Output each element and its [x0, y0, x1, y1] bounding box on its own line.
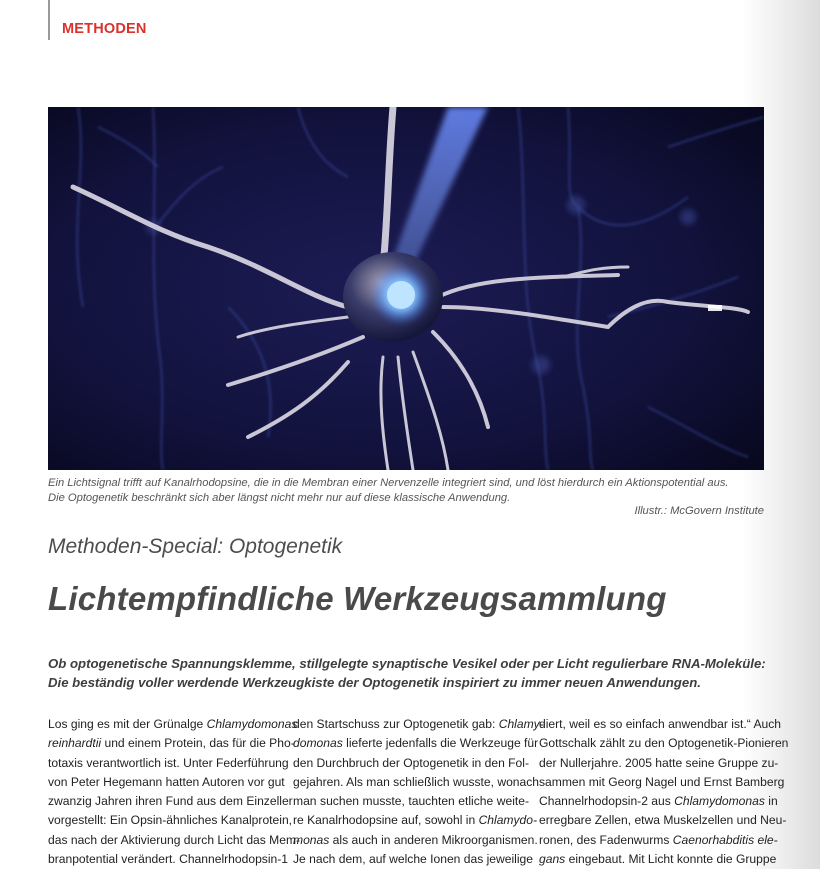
- text-run: den Durchbruch der Optogenetik in den Fol-: [293, 755, 529, 770]
- lead-line: Ob optogenetische Spannungsklemme, stillgelegte synaptische Vesikel oder per Licht regulierbare RNA-Moleküle:: [48, 656, 766, 671]
- image-credit: Illustr.: McGovern Institute: [634, 505, 764, 517]
- body-line: [48, 734, 295, 753]
- text-run: und einem Protein, das für die Pho-: [101, 736, 295, 751]
- text-run: branpotential verändert. Channelrhodopsin-1: [48, 852, 289, 867]
- text-run: re Kanalrhodopsine auf, sowohl in: [293, 813, 479, 828]
- body-line: [293, 811, 538, 830]
- italic-term: Chlamydomonas: [206, 717, 298, 731]
- text-run: lieferte jedenfalls die Werkzeuge für: [342, 736, 539, 751]
- italic-term: monas: [293, 832, 330, 847]
- italic-term: Chlamydo-: [478, 813, 538, 828]
- text-run: Los ging es mit der Grünalge: [48, 717, 207, 731]
- body-line: [293, 754, 529, 773]
- text-run: zwanzig Jahren ihren Fund aus dem Einzeller: [48, 794, 293, 809]
- italic-term: gans: [539, 852, 566, 867]
- caption-line: Ein Lichtsignal trifft auf Kanalrhodopsine, die in die Membran einer Nervenzelle integriert sind, und löst hierdurch ein Aktionspotential aus.: [48, 477, 729, 489]
- body-line: [539, 734, 789, 753]
- text-run: den Startschuss zur Optogenetik gab:: [293, 717, 499, 731]
- text-run: von Peter Hegemann hatten Autoren vor gut: [48, 774, 285, 789]
- text-run: Je nach dem, auf welche Ionen das jeweilige: [293, 852, 534, 867]
- section-divider-bar: [48, 0, 50, 40]
- body-line: [293, 792, 529, 811]
- body-line: [539, 792, 778, 811]
- text-run: Gottschalk zählt zu den Optogenetik-Pionieren: [539, 736, 789, 751]
- figure-caption: [48, 476, 768, 505]
- body-line: [539, 715, 782, 734]
- text-run: diert, weil es so einfach anwendbar ist.“ Auch: [539, 717, 782, 731]
- body-line: [539, 831, 778, 850]
- text-run: totaxis verantwortlich ist. Unter Federführung: [48, 755, 289, 770]
- body-line: [293, 734, 539, 753]
- italic-term: Chlamy-: [498, 717, 544, 731]
- body-line: [48, 715, 298, 734]
- body-line: [539, 850, 775, 869]
- body-line: [293, 831, 538, 850]
- text-run: als auch in anderen Mikroorganismen.: [329, 832, 538, 847]
- neuron-illustration-icon: [48, 107, 764, 470]
- hero-image: [48, 107, 764, 470]
- body-column-1: [48, 715, 301, 869]
- body-column-2: [293, 715, 544, 869]
- body-line: [48, 773, 284, 792]
- italic-term: reinhardtii: [48, 736, 102, 751]
- caption-line: Die Optogenetik beschränkt sich aber längst nicht mehr nur auf diese klassische Anwendung.: [48, 491, 511, 504]
- article-title: Lichtempfindliche Werkzeugsammlung: [48, 580, 667, 617]
- text-run: sammen mit Georg Nagel und Ernst Bamberg: [539, 774, 785, 789]
- text-run: in: [764, 794, 778, 809]
- italic-term: Chlamydomonas: [674, 794, 765, 809]
- italic-term: Caenorhabditis ele-: [672, 832, 778, 847]
- text-run: ronen, des Fadenwurms: [539, 832, 673, 847]
- body-line: [48, 754, 289, 773]
- lead-line: Die beständig voller werdende Werkzeugkiste der Optogenetik inspiriert zu immer neuen Anwendungen.: [48, 675, 701, 690]
- body-line: [539, 754, 779, 773]
- text-run: das nach der Aktivierung durch Licht das Mem-: [48, 832, 301, 847]
- body-line: [293, 773, 540, 792]
- text-run: vorgestellt: Ein Opsin-ähnliches Kanalprotein,: [48, 813, 293, 828]
- text-run: der Nullerjahre. 2005 hatte seine Gruppe zu-: [539, 755, 779, 770]
- body-line: [539, 811, 787, 830]
- text-run: gejahren. Als man schließlich wusste, wonach: [293, 774, 540, 789]
- body-line: [48, 831, 301, 850]
- text-run: man suchen musste, tauchten etliche weite-: [293, 794, 529, 809]
- text-run: Channelrhodopsin-2 aus: [539, 794, 675, 809]
- article-lead: [48, 654, 788, 692]
- body-column-3: [539, 715, 789, 869]
- body-line: [293, 850, 534, 869]
- text-run: eingebaut. Mit Licht konnte die Gruppe: [565, 852, 777, 867]
- body-line: [539, 773, 785, 792]
- italic-term: domonas: [293, 736, 343, 751]
- body-line: [48, 811, 293, 830]
- body-line: [48, 850, 289, 869]
- body-line: [48, 792, 293, 811]
- section-label: METHODEN: [62, 21, 147, 37]
- article-kicker: Methoden-Special: Optogenetik: [48, 535, 343, 558]
- body-line: [293, 715, 544, 734]
- text-run: erregbare Zellen, etwa Muskelzellen und Neu-: [539, 813, 787, 828]
